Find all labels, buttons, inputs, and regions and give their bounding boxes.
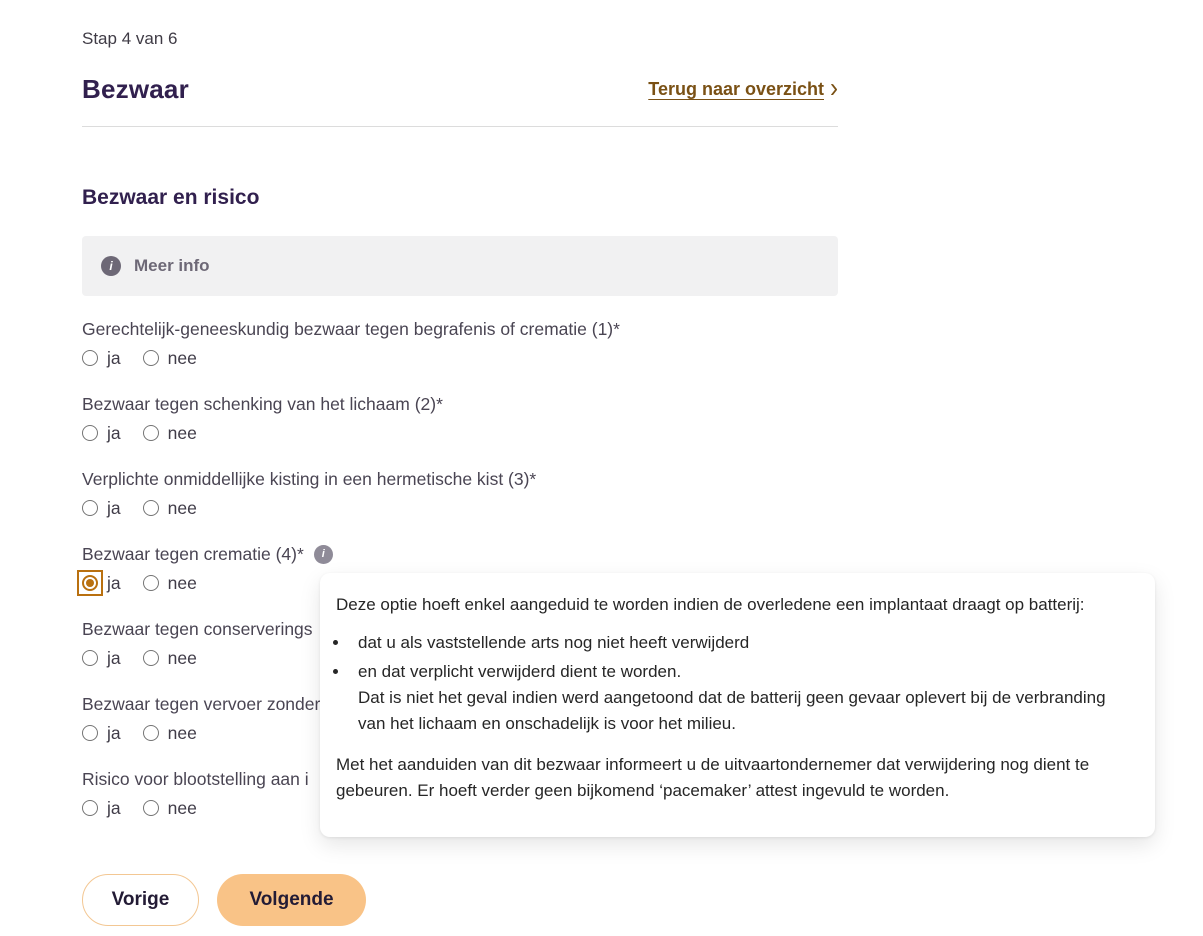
radio-icon bbox=[82, 575, 98, 591]
radio-icon bbox=[143, 500, 159, 516]
radio-option-nee[interactable]: nee bbox=[143, 648, 197, 669]
info-tooltip bbox=[320, 573, 1155, 837]
page-title: Bezwaar bbox=[82, 74, 189, 104]
radio-icon bbox=[143, 425, 159, 441]
question-group-2 bbox=[82, 393, 838, 443]
radio-option-nee[interactable]: nee bbox=[143, 423, 197, 444]
header-divider bbox=[82, 126, 838, 127]
question-label: Bezwaar tegen schenking van het lichaam (2)* bbox=[82, 394, 443, 414]
tooltip-intro: Deze optie hoeft enkel aangeduid te worden indien de overledene een implantaat draagt op batterij: bbox=[336, 595, 1085, 614]
next-button[interactable]: Volgende bbox=[217, 874, 366, 926]
radio-option-ja[interactable]: ja bbox=[82, 498, 121, 519]
radio-icon bbox=[143, 725, 159, 741]
radio-option-nee[interactable]: nee bbox=[143, 348, 197, 369]
question-group-3 bbox=[82, 468, 838, 518]
radio-option-nee[interactable]: nee bbox=[143, 498, 197, 519]
wizard-footer bbox=[82, 874, 838, 926]
tooltip-bullet: • dat u als vaststellende arts nog niet heeft verwijderd bbox=[350, 630, 1131, 656]
meer-info-label: Meer info bbox=[134, 256, 210, 275]
question-label: Bezwaar tegen conserverings bbox=[82, 619, 313, 639]
radio-option-ja[interactable]: ja bbox=[82, 348, 121, 369]
radio-icon bbox=[143, 650, 159, 666]
question-label: Bezwaar tegen vervoer zonder bbox=[82, 694, 321, 714]
section-heading: Bezwaar en risico bbox=[82, 186, 260, 209]
tooltip-bullet-list bbox=[336, 630, 1131, 737]
radio-option-ja[interactable]: ja bbox=[82, 798, 121, 819]
radio-option-ja[interactable]: ja bbox=[82, 723, 121, 744]
radio-option-ja[interactable]: ja bbox=[82, 648, 121, 669]
radio-icon bbox=[143, 800, 159, 816]
back-to-overview-label: Terug naar overzicht bbox=[648, 78, 824, 99]
step-indicator: Stap 4 van 6 bbox=[82, 29, 178, 48]
radio-icon bbox=[82, 350, 98, 366]
radio-option-nee[interactable]: nee bbox=[143, 723, 197, 744]
page-header bbox=[82, 72, 838, 106]
question-label: Bezwaar tegen crematie (4)* bbox=[82, 544, 304, 564]
question-label: Risico voor blootstelling aan i bbox=[82, 769, 309, 789]
radio-option-ja[interactable]: ja bbox=[82, 573, 121, 594]
tooltip-outro: Met het aanduiden van dit bezwaar informeert u de uitvaartondernemer dat verwijdering nog dient te gebeuren. Er hoeft verder geen bijkomend ‘pacemaker’ attest ingevuld te worden. bbox=[336, 754, 1090, 801]
info-icon: i bbox=[101, 256, 121, 276]
question-group-1 bbox=[82, 318, 838, 368]
back-to-overview-link[interactable] bbox=[648, 72, 838, 104]
tooltip-bullet-note: Dat is niet het geval indien werd aangetoond dat de batterij geen gevaar oplevert bij de verbranding van het lichaam en onschadelijk is voor het milieu. bbox=[358, 688, 1106, 734]
meer-info-banner[interactable] bbox=[82, 236, 838, 296]
radio-option-nee[interactable]: nee bbox=[143, 573, 197, 594]
tooltip-bullet: • en dat verplicht verwijderd dient te worden. Dat is niet het geval indien werd aangetoond dat de batterij geen gevaar oplevert bij de verbranding van het lichaam en onschadelijk is voor het milieu. bbox=[350, 659, 1131, 738]
radio-icon bbox=[143, 350, 159, 366]
radio-icon bbox=[82, 425, 98, 441]
question-label: Gerechtelijk-geneeskundig bezwaar tegen begrafenis of crematie (1)* bbox=[82, 319, 620, 339]
info-icon[interactable]: i bbox=[314, 545, 333, 564]
question-label: Verplichte onmiddellijke kisting in een hermetische kist (3)* bbox=[82, 469, 537, 489]
radio-icon bbox=[82, 650, 98, 666]
chevron-right-icon: › bbox=[830, 72, 838, 104]
radio-option-ja[interactable]: ja bbox=[82, 423, 121, 444]
radio-option-nee[interactable]: nee bbox=[143, 798, 197, 819]
radio-icon bbox=[143, 575, 159, 591]
radio-icon bbox=[82, 500, 98, 516]
radio-icon bbox=[82, 800, 98, 816]
radio-icon bbox=[82, 725, 98, 741]
previous-button[interactable]: Vorige bbox=[82, 874, 199, 926]
